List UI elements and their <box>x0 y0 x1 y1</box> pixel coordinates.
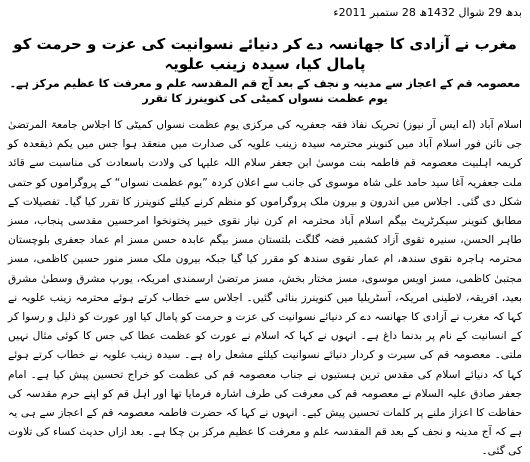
dateline: بدھ 29 شوال 1432ھ 28 ستمبر 2011ء <box>333 6 522 19</box>
subheadline: معصومہ قم کے اعجاز سے مدینہ و نجف کے بعد آج قم المقدسہ علم و معرفت کا عظیم مرکز ہے۔ یوم عظمت نسواں کمیٹی کی کنوینرز کا تقرر <box>9 77 521 105</box>
article-body: اسلام آباد (اے ایس آر نیوز) تحریک نفاذ فقہ جعفریہ کی مرکزی یوم عظمت نسواں کمیٹی کا اجلاس جامعۃ المرتضیٰ جی نائن فور اسلام آباد میں کنوینر محترمہ سیدہ زینب علویہ کی صدارت میں منعقد ہوا جس میں یکم ذیقعدہ کو کریمہ اہلبیت معصومہ قم فاطمہ بنت موسیٰ ابن جعفر سلام اللہ علیہا کی ولادت باسعادت کی مناسبت سے قائد ملت جعفریہ آغا سید حامد علی شاہ موسوی کی جانب سے اعلان کردہ ”یوم عظمت نسواں“ کے پروگراموں کو حتمی شکل دی گئی۔ اجلاس میں اندرون و بیرون ملک پروگراموں کو منظم کرنے کیلئے کنوینرز کا تقرر کیا گیا۔ تفصیلات کے مطابق کنوینر سیکرٹریٹ بیگم اسلام آباد محترمہ ام کرن نیاز نقوی خیبر پختونخوا امرحسین مقدسی پنجاب، مسز طاہر الحسن، سنیرہ تقوی آزاد کشمیر فضہ گلگت بلتستان مسز بیگم عابدہ حسن مسز ام عماد جعفری بلوچستان محترمہ ہاجرہ نقوی سندھ، ام عمار نقوی سندھ کو مقرر کیا گیا جبکہ بیرون ملک مسز منور حسین کاظمی، مسز مجتبیٰ کاظمی، مسز اویس موسوی، مسز مختار بخش، مسز مرتضیٰ ارسمندی امریکہ، یورپ مشرق وسطیٰ مشرق بعید، افریقہ، لاطینی امریکہ، آسٹریلیا میں کنوینرز بنائی گئیں۔ اجلاس سے خطاب کرتے ہوئے محترمہ زینب علویہ نے کہا کہ مغرب نے آزادی کا جھانسہ دے کر دنیائے نسوانیت کی عزت و حرمت کو پامال کیا اور عورت کو ذلیل و رسوا کر کے انسانیت کے نام پر بدنما داغ ہے۔ انہوں نے کہا کہ اسلام نے عورت کو عظمت عطا کی جس کا کوئی مثال نہیں ملتی۔ معصومہ قم کی سیرت و کردار دنیائے نسوانیت کیلئے مشعل راہ ہے۔ سیدہ زینب علویہ نے خطاب کرتے ہوئے کہا کہ دنیائے اسلام کی مقدس ترین ہستیوں نے جناب معصومہ قم کی عظمت کو خراج تحسین پیش کیا ہے۔ امام جعفر صادق علیہ السلام نے معصومہ قم کی معرفت کی طرف اشارہ فرمایا تھا اور اہل قم کو اپنے حرم مقدسہ کی حفاظت کا اعزاز ملنے پر کلمات تحسین پیش کیے۔ انہوں نے کہا کہ حضرت فاطمہ معصومہ قم کے اعجاز سے ہی یہ ہے کہ آج مدینہ و نجف کے بعد قم المقدسہ علم و معرفت کا عظیم مرکز بن چکا ہے۔ بعد ازاں حدیث کساء کی تلاوت کی گئی۔ <box>8 119 522 458</box>
headline: مغرب نے آزادی کا جھانسہ دے کر دنیائے نسوانیت کی عزت و حرمت کو پامال کیا، سیدہ زینب علویہ <box>13 35 517 73</box>
